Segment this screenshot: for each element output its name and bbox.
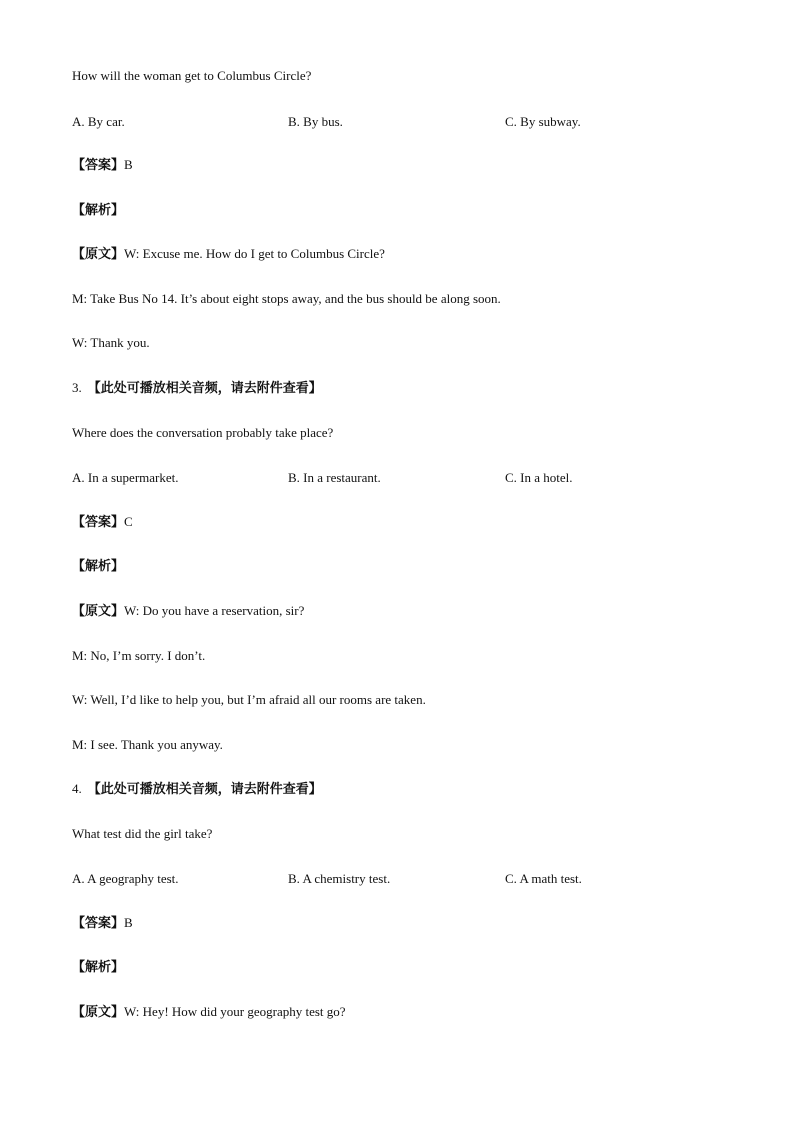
- question-number: 3.: [72, 380, 82, 395]
- question-3-transcript-line-4: M: I see. Thank you anyway.: [72, 737, 223, 752]
- question-4-option-b: B. A chemistry test.: [288, 871, 391, 886]
- transcript-label: 【原文】: [72, 603, 125, 618]
- transcript-text: W: Hey! How did your geography test go?: [124, 1004, 346, 1019]
- question-2-option-c: C. By subway.: [505, 114, 581, 129]
- question-2-transcript-line-3: W: Thank you.: [72, 335, 150, 350]
- answer-value: B: [124, 157, 133, 172]
- question-3-analysis-label: 【解析】: [72, 558, 125, 573]
- question-4-text: What test did the girl take?: [72, 826, 213, 841]
- transcript-label: 【原文】: [72, 246, 125, 261]
- question-3-text: Where does the conversation probably take place?: [72, 425, 334, 440]
- question-3-option-c: C. In a hotel.: [505, 470, 573, 485]
- audio-note: 【此处可播放相关音频，请去附件查看】: [87, 380, 322, 395]
- question-3-transcript-line-3: W: Well, I’d like to help you, but I’m afraid all our rooms are taken.: [72, 692, 426, 707]
- question-3-answer: [72, 514, 133, 530]
- audio-note: 【此处可播放相关音频，请去附件查看】: [87, 781, 322, 796]
- question-4-answer: [72, 915, 133, 931]
- answer-label: 【答案】: [72, 915, 125, 930]
- question-4-analysis-label: 【解析】: [72, 959, 125, 974]
- answer-value: B: [124, 915, 133, 930]
- answer-value: C: [124, 514, 133, 529]
- question-3-header: [72, 380, 322, 396]
- answer-label: 【答案】: [72, 157, 125, 172]
- question-4-transcript-line-1: [72, 1004, 346, 1020]
- question-4-option-c: C. A math test.: [505, 871, 582, 886]
- transcript-text: W: Do you have a reservation, sir?: [124, 603, 305, 618]
- transcript-label: 【原文】: [72, 1004, 125, 1019]
- answer-label: 【答案】: [72, 514, 125, 529]
- question-number: 4.: [72, 781, 82, 796]
- question-2-text: How will the woman get to Columbus Circle?: [72, 68, 312, 83]
- question-2-option-b: B. By bus.: [288, 114, 343, 129]
- question-2-answer: [72, 157, 133, 173]
- question-3-option-a: A. In a supermarket.: [72, 470, 179, 485]
- question-2-option-a: A. By car.: [72, 114, 125, 129]
- question-3-option-b: B. In a restaurant.: [288, 470, 381, 485]
- transcript-text: W: Excuse me. How do I get to Columbus Circle?: [124, 246, 385, 261]
- question-2-analysis-label: 【解析】: [72, 202, 125, 217]
- question-2-transcript-line-2: M: Take Bus No 14. It’s about eight stops away, and the bus should be along soon.: [72, 291, 501, 306]
- question-4-header: [72, 781, 322, 797]
- question-4-option-a: A. A geography test.: [72, 871, 179, 886]
- question-3-transcript-line-2: M: No, I’m sorry. I don’t.: [72, 648, 206, 663]
- question-3-transcript-line-1: [72, 603, 304, 619]
- question-2-transcript-line-1: [72, 246, 385, 262]
